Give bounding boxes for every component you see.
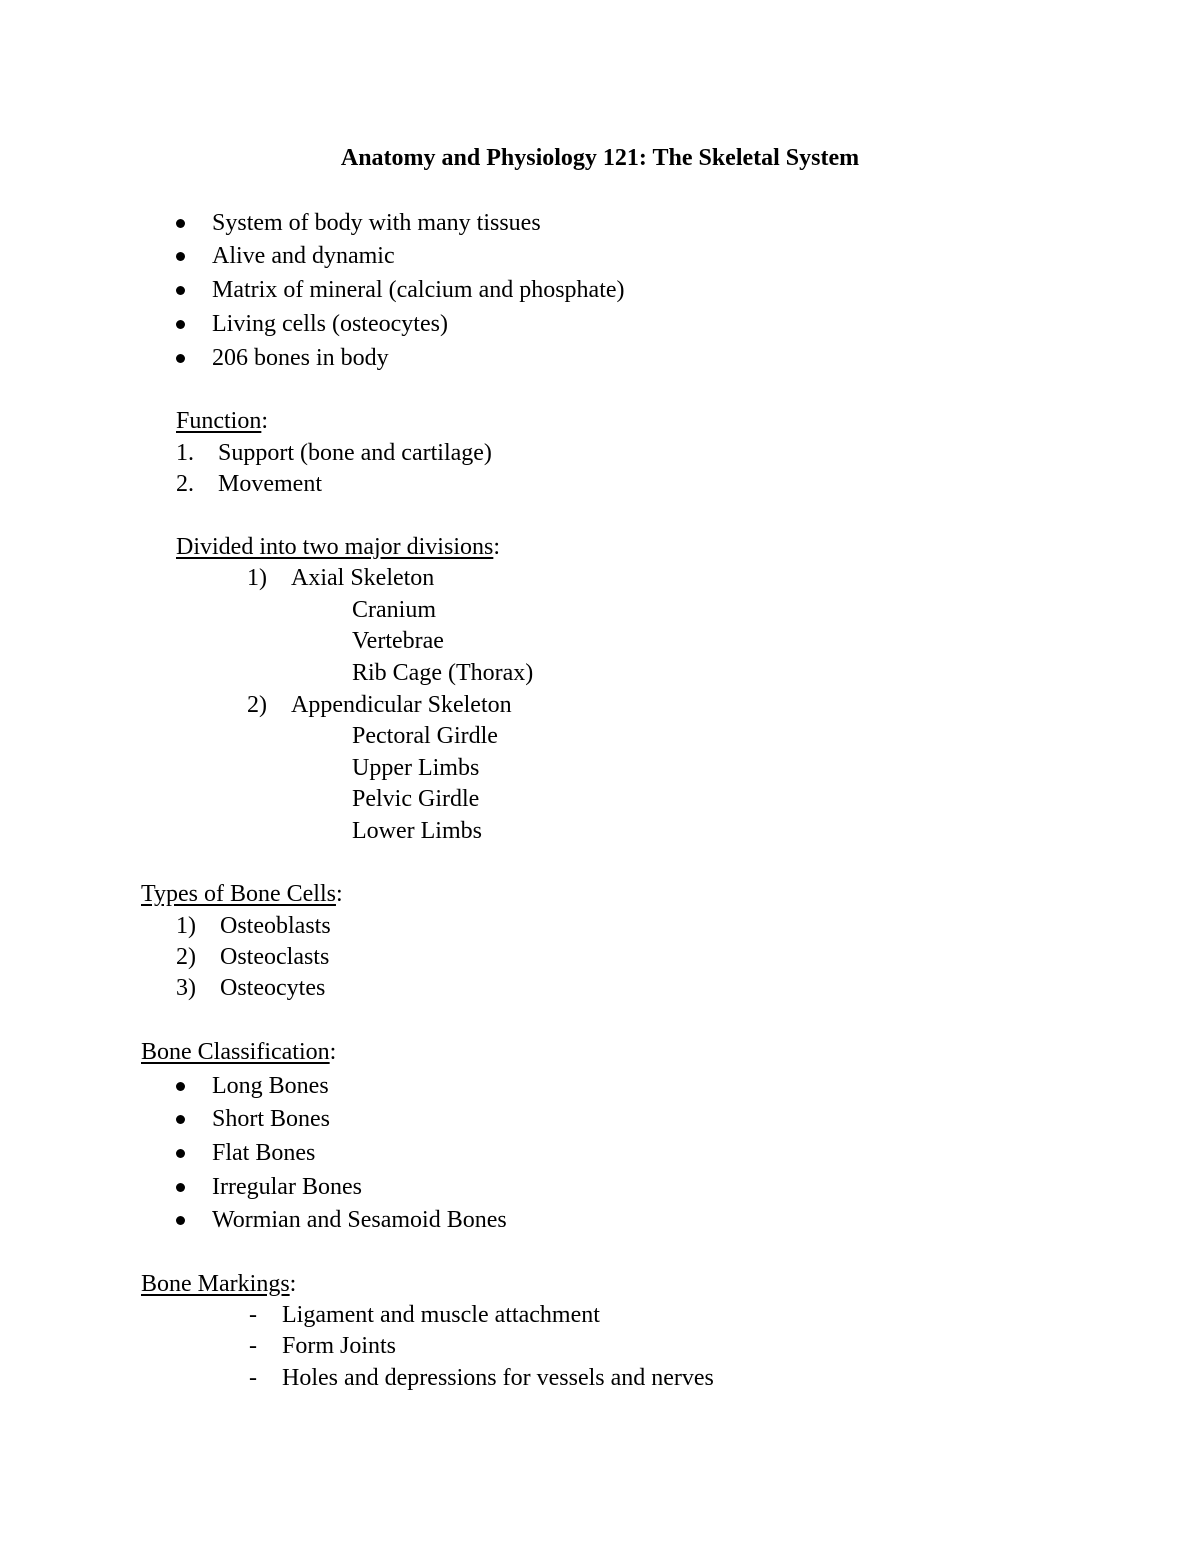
list-item: Irregular Bones — [212, 1174, 362, 1200]
list-item: Flat Bones — [212, 1140, 316, 1166]
bullet-dot — [176, 1204, 188, 1236]
division-number: 2) — [247, 692, 267, 718]
division-part: Lower Limbs — [352, 818, 482, 844]
markings-heading — [141, 1268, 296, 1300]
list-item: Living cells (osteocytes) — [212, 311, 448, 337]
division-axial-label: Axial Skeleton — [291, 565, 435, 591]
bone-cells-heading-text: Types of Bone Cells — [141, 881, 336, 907]
bullet-dot — [176, 342, 188, 374]
dash-marker: - — [249, 1365, 257, 1391]
page-title: Anatomy and Physiology 121: The Skeletal System — [340, 145, 860, 171]
bullet-dot — [176, 308, 188, 340]
function-item-number: 1. — [176, 440, 194, 466]
division-part: Pelvic Girdle — [352, 786, 480, 812]
classification-heading — [141, 1036, 336, 1068]
dash-marker: - — [249, 1302, 257, 1328]
bone-cell-item: Osteoclasts — [220, 944, 330, 970]
bullet-dot — [176, 240, 188, 272]
bone-cell-item: Osteoblasts — [220, 913, 331, 939]
list-item: System of body with many tissues — [212, 210, 541, 236]
bone-cells-heading — [141, 878, 343, 910]
list-item: Wormian and Sesamoid Bones — [212, 1207, 507, 1233]
division-part: Cranium — [352, 597, 436, 623]
list-item: Alive and dynamic — [212, 243, 395, 269]
division-part: Pectoral Girdle — [352, 723, 498, 749]
marking-item: Form Joints — [282, 1333, 397, 1359]
division-number: 1) — [247, 565, 267, 591]
heading-colon: : — [289, 1271, 297, 1297]
list-item: Long Bones — [212, 1073, 329, 1099]
function-heading — [176, 405, 268, 437]
bone-cell-number: 3) — [176, 975, 196, 1001]
division-part: Upper Limbs — [352, 755, 480, 781]
function-heading-text: Function — [176, 408, 262, 434]
bullet-dot — [176, 207, 188, 239]
function-item: Support (bone and cartilage) — [218, 440, 492, 466]
bone-cell-number: 2) — [176, 944, 196, 970]
bullet-dot — [176, 1171, 188, 1203]
division-part: Rib Cage (Thorax) — [352, 660, 534, 686]
list-item: 206 bones in body — [212, 345, 389, 371]
list-item: Short Bones — [212, 1106, 331, 1132]
function-item: Movement — [218, 471, 322, 497]
division-part: Vertebrae — [352, 628, 444, 654]
divisions-heading — [176, 531, 500, 563]
markings-heading-text: Bone Markings — [141, 1271, 290, 1297]
bullet-dot — [176, 1070, 188, 1102]
dash-marker: - — [249, 1333, 257, 1359]
division-appendicular-label: Appendicular Skeleton — [291, 692, 512, 718]
bone-cell-item: Osteocytes — [220, 975, 326, 1001]
bullet-dot — [176, 1137, 188, 1169]
marking-item: Holes and depressions for vessels and nerves — [282, 1365, 714, 1391]
classification-heading-text: Bone Classification — [141, 1039, 330, 1065]
heading-colon: : — [335, 881, 343, 907]
heading-colon: : — [261, 408, 269, 434]
bullet-dot — [176, 274, 188, 306]
heading-colon: : — [329, 1039, 337, 1065]
list-item: Matrix of mineral (calcium and phosphate) — [212, 277, 625, 303]
divisions-heading-text: Divided into two major divisions — [176, 534, 494, 560]
heading-colon: : — [493, 534, 500, 560]
bone-cell-number: 1) — [176, 913, 196, 939]
function-item-number: 2. — [176, 471, 194, 497]
marking-item: Ligament and muscle attachment — [282, 1302, 600, 1328]
bullet-dot — [176, 1103, 188, 1135]
